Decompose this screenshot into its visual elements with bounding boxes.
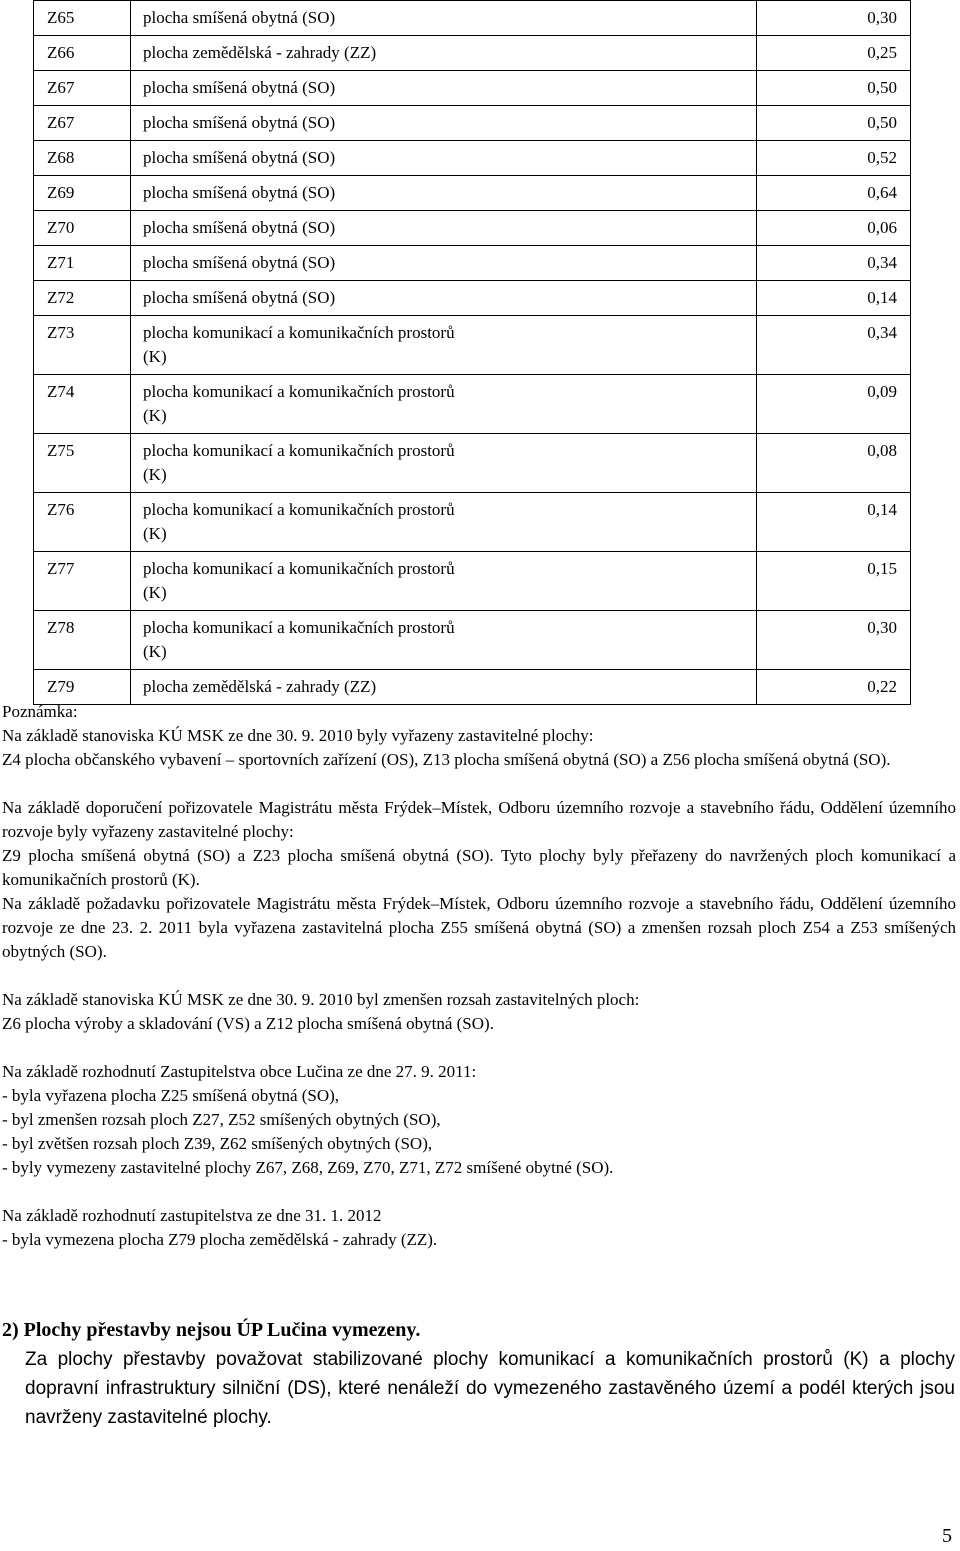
table-row <box>34 434 911 493</box>
zone-area: 0,14 <box>757 493 911 552</box>
zone-name-cell <box>131 106 757 141</box>
zone-area: 0,06 <box>757 211 911 246</box>
table-row <box>34 281 911 316</box>
zone-code: Z78 <box>34 611 131 670</box>
zone-name-cell <box>131 1 757 36</box>
notes-p1-line2: Z4 plocha občanského vybavení – sportovních zařízení (OS), Z13 plocha smíšená obytná (SO) a Z56 plocha smíšená obytná (SO). <box>2 750 891 769</box>
notes-p4-line1: Na základě rozhodnutí Zastupitelstva obce Lučina ze dne 27. 9. 2011: <box>2 1062 477 1081</box>
zone-area: 0,50 <box>757 71 911 106</box>
table-row <box>34 611 911 670</box>
page-number: 5 <box>942 1525 952 1547</box>
zone-area: 0,09 <box>757 375 911 434</box>
zone-area: 0,08 <box>757 434 911 493</box>
zone-name-cell <box>131 246 757 281</box>
table-row <box>34 1 911 36</box>
notes-p3-line1: Na základě stanoviska KÚ MSK ze dne 30. 9. 2010 byl zmenšen rozsah zastavitelných ploch: <box>2 990 640 1009</box>
notes-p4-item: - byl zmenšen rozsah ploch Z27, Z52 smíšených obytných (SO), <box>2 1110 441 1129</box>
notes-p5-item: - byla vymezena plocha Z79 plocha zemědělská - zahrady (ZZ). <box>2 1230 438 1249</box>
table-row <box>34 493 911 552</box>
zone-name-cell <box>131 176 757 211</box>
zones-table-body <box>34 1 911 705</box>
zone-code: Z74 <box>34 375 131 434</box>
zone-area: 0,34 <box>757 246 911 281</box>
table-row <box>34 176 911 211</box>
section-paragraph: Za plochy přestavby považovat stabilizované plochy komunikací a komunikačních prostorů (K) a plochy dopravní infrastruktury silniční (DS), které nenáleží do vymezeného zastavěného území a podél kterých jsou navrženy zastavitelné plochy. <box>25 1349 955 1428</box>
table-row <box>34 316 911 375</box>
zone-code: Z65 <box>34 1 131 36</box>
zone-code: Z70 <box>34 211 131 246</box>
zone-name-cell <box>131 211 757 246</box>
zone-code: Z68 <box>34 141 131 176</box>
zone-name-cell <box>131 71 757 106</box>
zone-area: 0,15 <box>757 552 911 611</box>
zone-name: plocha smíšená obytná (SO) <box>143 113 336 132</box>
zone-area: 0,14 <box>757 281 911 316</box>
table-row <box>34 71 911 106</box>
notes-section <box>2 700 956 1252</box>
zone-area: 0,34 <box>757 316 911 375</box>
zone-area: 0,50 <box>757 106 911 141</box>
zone-code: Z75 <box>34 434 131 493</box>
zone-name: plocha komunikací a komunikačních prostorů (K) <box>143 382 455 425</box>
notes-p3-line2: Z6 plocha výroby a skladování (VS) a Z12 plocha smíšená obytná (SO). <box>2 1014 494 1033</box>
zone-name: plocha smíšená obytná (SO) <box>143 78 336 97</box>
zone-code: Z72 <box>34 281 131 316</box>
zone-code: Z77 <box>34 552 131 611</box>
zone-name: plocha smíšená obytná (SO) <box>143 183 336 202</box>
zone-name-cell <box>131 552 757 611</box>
zone-area: 0,22 <box>757 670 911 705</box>
zones-table <box>33 0 911 705</box>
zone-name: plocha komunikací a komunikačních prostorů (K) <box>143 618 455 661</box>
zone-name: plocha smíšená obytná (SO) <box>143 253 336 272</box>
zone-area: 0,30 <box>757 1 911 36</box>
notes-p2-line1: Na základě doporučení pořizovatele Magistrátu města Frýdek–Místek, Odboru územního rozvoje a stavebního řádu, Oddělení územního rozvoje byly vyřazeny zastavitelné plochy: <box>2 798 956 841</box>
zone-code: Z71 <box>34 246 131 281</box>
table-row <box>34 106 911 141</box>
table-row <box>34 211 911 246</box>
zone-name-cell <box>131 375 757 434</box>
zone-name: plocha komunikací a komunikačních prostorů (K) <box>143 500 455 543</box>
notes-p1-line1: Na základě stanoviska KÚ MSK ze dne 30. 9. 2010 byly vyřazeny zastavitelné plochy: <box>2 726 594 745</box>
zone-code: Z73 <box>34 316 131 375</box>
zone-name: plocha zemědělská - zahrady (ZZ) <box>143 43 377 62</box>
table-row <box>34 552 911 611</box>
zone-name-cell <box>131 611 757 670</box>
zone-name: plocha smíšená obytná (SO) <box>143 148 336 167</box>
zone-name: plocha smíšená obytná (SO) <box>143 288 336 307</box>
zone-area: 0,52 <box>757 141 911 176</box>
zone-area: 0,30 <box>757 611 911 670</box>
zone-code: Z69 <box>34 176 131 211</box>
zone-name: plocha zemědělská - zahrady (ZZ) <box>143 677 377 696</box>
zone-name: plocha komunikací a komunikačních prostorů (K) <box>143 441 455 484</box>
notes-p2-line3: Na základě požadavku pořizovatele Magistrátu města Frýdek–Místek, Odboru územního rozvoje a stavebního řádu, Oddělení územního rozvoje ze dne 23. 2. 2011 byla vyřazena zastavitelná plocha Z55 smíšená obytná (SO) a zmenšen rozsah ploch Z54 a Z53 smíšených obytných (SO). <box>2 894 956 961</box>
notes-p4-item: - byl zvětšen rozsah ploch Z39, Z62 smíšených obytných (SO), <box>2 1134 433 1153</box>
zone-code: Z67 <box>34 71 131 106</box>
zone-name-cell <box>131 141 757 176</box>
zone-area: 0,64 <box>757 176 911 211</box>
zone-area: 0,25 <box>757 36 911 71</box>
zone-code: Z66 <box>34 36 131 71</box>
zone-name-cell <box>131 281 757 316</box>
zone-name-cell <box>131 493 757 552</box>
notes-p5-line1: Na základě rozhodnutí zastupitelstva ze dne 31. 1. 2012 <box>2 1206 382 1225</box>
notes-p4-item: - byla vyřazena plocha Z25 smíšená obytná (SO), <box>2 1086 340 1105</box>
table-row <box>34 246 911 281</box>
zone-code: Z76 <box>34 493 131 552</box>
table-row <box>34 36 911 71</box>
notes-p4-item: - byly vymezeny zastavitelné plochy Z67, Z68, Z69, Z70, Z71, Z72 smíšené obytné (SO). <box>2 1158 614 1177</box>
zone-name-cell <box>131 434 757 493</box>
zone-code: Z79 <box>34 670 131 705</box>
notes-p2-line2: Z9 plocha smíšená obytná (SO) a Z23 plocha smíšená obytná (SO). Tyto plochy byly přeřazeny do navržených ploch komunikací a komunikačních prostorů (K). <box>2 846 956 889</box>
zone-name-cell <box>131 36 757 71</box>
zone-name-cell <box>131 316 757 375</box>
zone-name: plocha smíšená obytná (SO) <box>143 8 336 27</box>
table-row <box>34 141 911 176</box>
notes-label: Poznámka: <box>2 702 78 721</box>
table-row <box>34 375 911 434</box>
zone-name: plocha smíšená obytná (SO) <box>143 218 336 237</box>
section-heading: 2) Plochy přestavby nejsou ÚP Lučina vymezeny. <box>2 1319 421 1341</box>
zone-name: plocha komunikací a komunikačních prostorů (K) <box>143 323 455 366</box>
zone-code: Z67 <box>34 106 131 141</box>
zone-name: plocha komunikací a komunikačních prostorů (K) <box>143 559 455 602</box>
